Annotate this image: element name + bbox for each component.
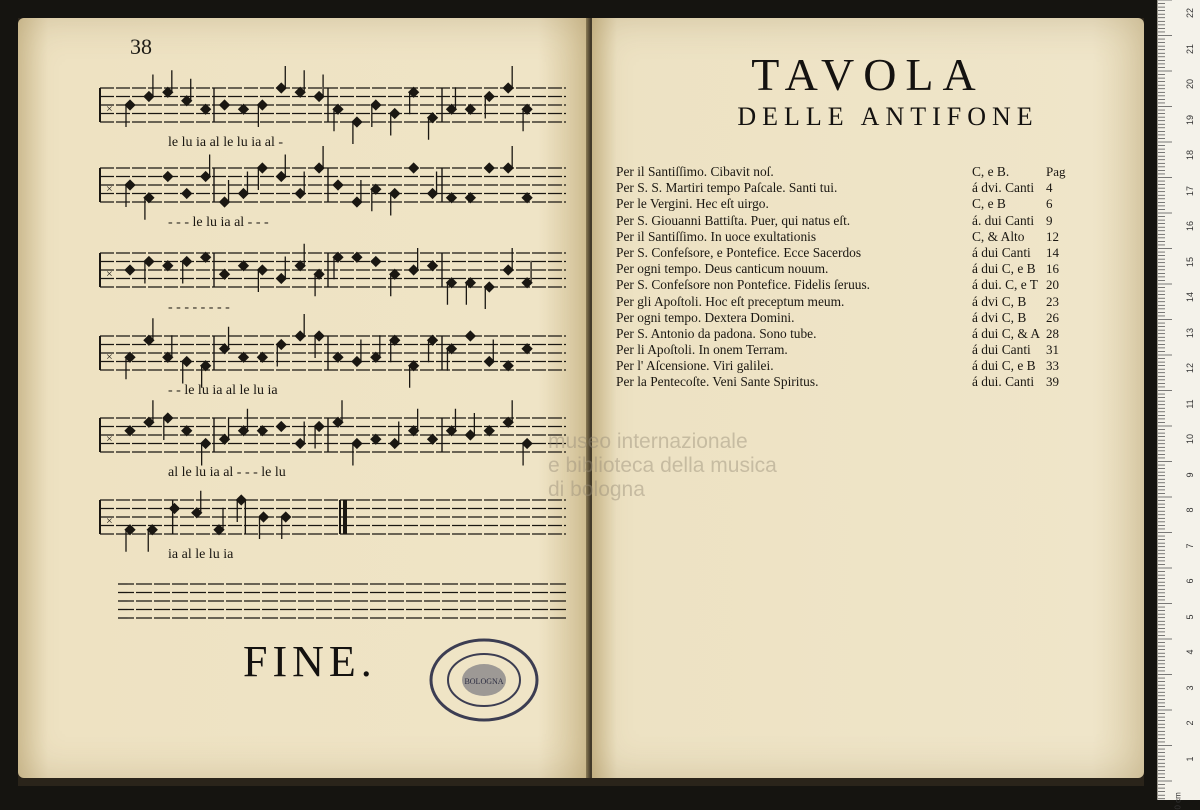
index-entry-voices: C, & Alto (972, 228, 1025, 244)
ruler-number: 16 (1185, 221, 1195, 232)
index-entry-voices: á dui. C, e T (972, 277, 1038, 293)
library-stamp (428, 636, 540, 724)
index-entry-page: 31 (1046, 342, 1059, 358)
ruler-number: 21 (1185, 43, 1195, 54)
music-note (124, 264, 135, 275)
index-entry-page: 28 (1046, 325, 1059, 341)
index-entry (616, 294, 1136, 310)
index-entry (616, 310, 1136, 326)
svg-text:BOLOGNA: BOLOGNA (464, 677, 504, 686)
clef-mark: × (106, 349, 113, 364)
index-entry (616, 196, 1136, 212)
index-entry-voices: á dui C, & A (972, 325, 1041, 341)
clef-mark: × (106, 266, 113, 281)
index-entry-title: Per le Vergini. Hec eſt uirgo. (616, 196, 769, 212)
fine-text: FINE. (243, 637, 377, 686)
ruler-number: 3 (1185, 685, 1195, 691)
ruler-number: 10 (1185, 434, 1195, 445)
music-note (484, 162, 495, 173)
index-entry-title: Per S. Confeſsore non Pontefice. Fidelis ſeruus. (616, 277, 871, 293)
watermark-line: e biblioteca della musica (548, 454, 777, 477)
ruler-number: 9 (1185, 472, 1195, 478)
lyrics-line: - - - - - - - - (168, 300, 230, 315)
left-page (18, 18, 590, 778)
ruler-number: 15 (1185, 256, 1195, 267)
ruler-number: 8 (1185, 507, 1195, 513)
index-entry-voices: á dvi C, B (972, 293, 1027, 309)
index-entry-page: 26 (1046, 309, 1059, 325)
index-entry-voices: á dui C, e B (972, 261, 1036, 277)
index-entry-title: Per ogni tempo. Deus canticum nouum. (616, 261, 829, 277)
music-note (408, 162, 419, 173)
index-entry-page: 20 (1046, 277, 1059, 293)
index-entry (616, 261, 1136, 277)
music-note (332, 179, 343, 190)
page-number: 38 (130, 34, 152, 59)
index-entry-voices: C, e B (972, 196, 1006, 212)
ruler-number: 22 (1185, 8, 1195, 19)
clef-mark: × (106, 101, 113, 116)
index-entry-page: Pag (1046, 164, 1066, 179)
index-subtitle: DELLE ANTIFONE (737, 102, 1039, 131)
ruler-number: 11 (1185, 398, 1195, 409)
book-spread (18, 18, 1144, 786)
index-entry-voices: á dui. Canti (972, 374, 1035, 390)
index-entry-page: 4 (1046, 180, 1053, 196)
music-note (465, 330, 476, 341)
index-entry-page: 33 (1046, 358, 1059, 374)
right-page (592, 18, 1144, 778)
index-entry-title: Per S. Confeſsore, e Pontefice. Ecce Sacerdos (616, 244, 862, 260)
index-entry-voices: á dui C, e B (972, 358, 1036, 374)
index-entry-title: Per li Apoſtoli. In onem Terram. (616, 342, 788, 358)
ruler-number: 18 (1185, 150, 1195, 161)
ruler-number: 17 (1185, 185, 1195, 196)
clef-mark: × (106, 431, 113, 446)
index-entry (616, 229, 1136, 245)
clef-mark: × (106, 513, 113, 528)
index-entry-voices: á. dui Canti (972, 212, 1035, 228)
index-entry-page: 14 (1046, 244, 1059, 260)
index-entry-voices: C, e B. (972, 164, 1010, 179)
ruler-number: 2 (1185, 720, 1195, 726)
index-entry (616, 342, 1136, 358)
ruler-number: 6 (1185, 578, 1195, 584)
index-entry-title: Per S. Giouanni Battiſta. Puer, qui natus eſt. (616, 212, 851, 228)
lyrics-line: le lu ia al le lu ia al - (168, 135, 284, 150)
ruler-number: 13 (1185, 327, 1195, 338)
index-entry-title: Per il Santiſſimo. Cibavit noſ. (616, 164, 774, 179)
index-entry-voices: á dui Canti (972, 342, 1031, 358)
watermark-line: di bologna (548, 478, 645, 501)
ruler-number: 4 (1185, 649, 1195, 655)
index-entry-page: 23 (1046, 293, 1059, 309)
music-score (18, 18, 590, 638)
ruler-number: 14 (1185, 292, 1195, 303)
index-entry-title: Per gli Apoſtoli. Hoc eſt preceptum meum. (616, 293, 845, 309)
index-entry-title: Per S. S. Martiri tempo Paſcale. Santi tui. (616, 180, 838, 196)
music-note (276, 421, 287, 432)
index-entry-title: Per la Pentecoſte. Veni Sante Spiritus. (616, 374, 819, 390)
lyrics-line: - - - le lu ia al - - - (168, 215, 269, 230)
watermark (548, 430, 777, 502)
index-entry-title: Per l' Aſcensione. Viri galilei. (616, 358, 774, 374)
index-entry (616, 164, 1136, 180)
index-entry-page: 9 (1046, 212, 1053, 228)
index-entry (616, 358, 1136, 374)
music-note (219, 99, 230, 110)
lyrics-line: al le lu ia al - - - le lu (168, 465, 286, 480)
index-entry-title: Per S. Antonio da padona. Sono tube. (616, 325, 817, 341)
measuring-ruler (1157, 0, 1200, 810)
ruler-number: 5 (1185, 614, 1195, 620)
index-entry (616, 180, 1136, 196)
ruler-number: 20 (1185, 79, 1195, 90)
ruler-label: 0 cm (1173, 792, 1183, 810)
music-note (169, 503, 180, 514)
index-entry-page: 6 (1046, 196, 1053, 212)
index-entry-page: 16 (1046, 261, 1059, 277)
index-entry (616, 213, 1136, 229)
ruler-number: 7 (1185, 543, 1195, 549)
music-note (181, 188, 192, 199)
index-entry-voices: á dvi C, B (972, 309, 1027, 325)
index-table (616, 164, 1136, 391)
index-entry (616, 374, 1136, 390)
index-entry-title: Per ogni tempo. Dextera Domini. (616, 309, 795, 325)
music-note (370, 256, 381, 267)
index-entry-voices: á dui Canti (972, 244, 1031, 260)
index-entry (616, 277, 1136, 293)
watermark-line: museo internazionale (548, 430, 748, 453)
index-entry (616, 245, 1136, 261)
ruler-number: 12 (1185, 363, 1195, 374)
ruler-number: 1 (1185, 756, 1195, 762)
index-entry-page: 12 (1046, 228, 1059, 244)
index-entry-page: 39 (1046, 374, 1059, 390)
clef-mark: × (106, 181, 113, 196)
ruler-number: 19 (1185, 114, 1195, 125)
index-entry-title: Per il Santiſſimo. In uoce exultationis (616, 228, 817, 244)
lyrics-line: ia al le lu ia (168, 547, 234, 562)
index-entry (616, 326, 1136, 342)
lyrics-line: - - le lu ia al le lu ia (168, 383, 278, 398)
index-entry-voices: á dvi. Canti (972, 180, 1035, 196)
music-note (162, 171, 173, 182)
index-title: TAVOLA (751, 49, 985, 100)
